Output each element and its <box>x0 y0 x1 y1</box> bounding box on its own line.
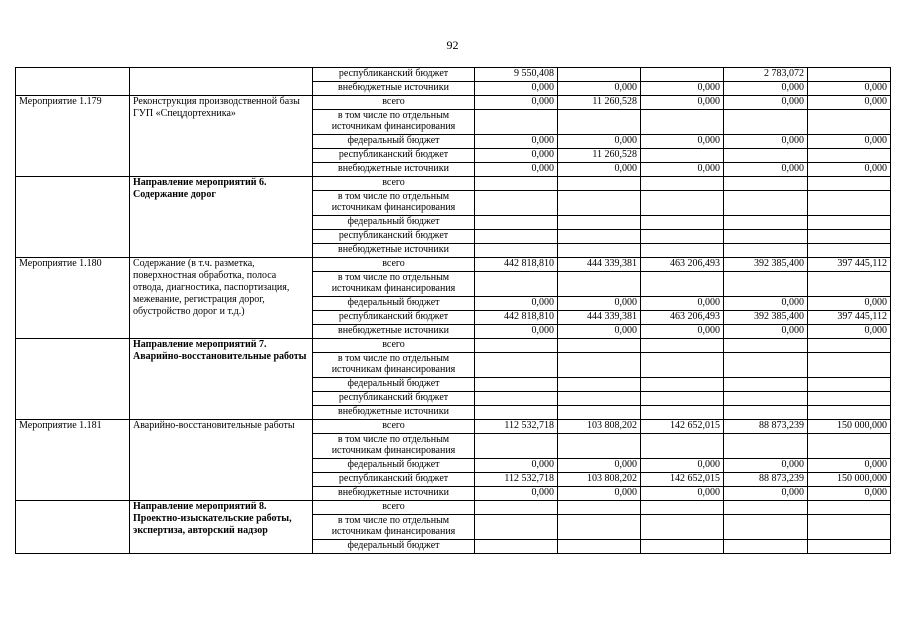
funding-source: федеральный бюджет <box>313 135 475 149</box>
amount-cell <box>808 191 891 216</box>
amount-cell: 0,000 <box>724 325 808 339</box>
amount-cell: 0,000 <box>641 135 724 149</box>
funding-source: федеральный бюджет <box>313 378 475 392</box>
amount-cell <box>808 434 891 459</box>
funding-source: всего <box>313 177 475 191</box>
funding-source: федеральный бюджет <box>313 459 475 473</box>
amount-cell: 0,000 <box>558 135 641 149</box>
activity-name: Реконструкция производственной базы ГУП «Спецдортехника» <box>130 96 313 177</box>
amount-cell <box>475 392 558 406</box>
activity-name: Аварийно-восстановительные работы <box>130 420 313 501</box>
amount-cell <box>475 230 558 244</box>
amount-cell <box>724 110 808 135</box>
amount-cell <box>641 191 724 216</box>
amount-cell: 11 260,528 <box>558 96 641 110</box>
amount-cell: 2 783,072 <box>724 68 808 82</box>
activity-code <box>16 339 130 420</box>
amount-cell: 397 445,112 <box>808 258 891 272</box>
table-row <box>16 420 891 434</box>
amount-cell <box>558 392 641 406</box>
funding-source: республиканский бюджет <box>313 392 475 406</box>
amount-cell <box>641 339 724 353</box>
amount-cell <box>641 149 724 163</box>
activity-code <box>16 501 130 554</box>
activity-code <box>16 68 130 96</box>
amount-cell: 112 532,718 <box>475 420 558 434</box>
amount-cell: 103 808,202 <box>558 473 641 487</box>
amount-cell: 150 000,000 <box>808 473 891 487</box>
amount-cell <box>558 501 641 515</box>
funding-source: внебюджетные источники <box>313 163 475 177</box>
amount-cell <box>808 216 891 230</box>
budget-table <box>15 67 891 554</box>
amount-cell <box>475 272 558 297</box>
amount-cell: 444 339,381 <box>558 311 641 325</box>
amount-cell: 463 206,493 <box>641 311 724 325</box>
amount-cell <box>808 244 891 258</box>
amount-cell <box>724 339 808 353</box>
table-row <box>16 177 891 191</box>
amount-cell <box>641 392 724 406</box>
amount-cell <box>558 272 641 297</box>
amount-cell <box>641 434 724 459</box>
amount-cell: 0,000 <box>724 82 808 96</box>
amount-cell: 444 339,381 <box>558 258 641 272</box>
amount-cell: 392 385,400 <box>724 311 808 325</box>
amount-cell <box>641 272 724 297</box>
amount-cell <box>558 68 641 82</box>
amount-cell <box>558 378 641 392</box>
amount-cell <box>641 68 724 82</box>
amount-cell <box>724 216 808 230</box>
amount-cell <box>475 378 558 392</box>
amount-cell: 103 808,202 <box>558 420 641 434</box>
amount-cell <box>558 191 641 216</box>
amount-cell <box>724 540 808 554</box>
amount-cell <box>475 353 558 378</box>
funding-source: внебюджетные источники <box>313 244 475 258</box>
amount-cell <box>808 515 891 540</box>
table-row <box>16 96 891 110</box>
amount-cell: 0,000 <box>558 82 641 96</box>
funding-source: республиканский бюджет <box>313 149 475 163</box>
funding-source: всего <box>313 96 475 110</box>
amount-cell: 0,000 <box>475 149 558 163</box>
amount-cell <box>558 540 641 554</box>
amount-cell: 463 206,493 <box>641 258 724 272</box>
amount-cell <box>475 501 558 515</box>
amount-cell <box>475 191 558 216</box>
amount-cell <box>808 339 891 353</box>
amount-cell <box>808 68 891 82</box>
amount-cell: 0,000 <box>724 487 808 501</box>
funding-source: внебюджетные источники <box>313 406 475 420</box>
amount-cell: 0,000 <box>475 135 558 149</box>
table-row <box>16 501 891 515</box>
activity-code <box>16 177 130 258</box>
amount-cell: 0,000 <box>808 163 891 177</box>
amount-cell: 0,000 <box>641 297 724 311</box>
amount-cell: 442 818,810 <box>475 311 558 325</box>
amount-cell: 0,000 <box>558 459 641 473</box>
amount-cell: 0,000 <box>641 82 724 96</box>
amount-cell: 442 818,810 <box>475 258 558 272</box>
funding-source: в том числе по отдельным источникам финансирования <box>313 434 475 459</box>
amount-cell <box>808 540 891 554</box>
amount-cell: 0,000 <box>808 297 891 311</box>
amount-cell: 11 260,528 <box>558 149 641 163</box>
direction-title: Направление мероприятий 6. Содержание дорог <box>130 177 313 258</box>
amount-cell <box>475 339 558 353</box>
amount-cell: 0,000 <box>475 82 558 96</box>
activity-code: Мероприятие 1.181 <box>16 420 130 501</box>
amount-cell <box>558 406 641 420</box>
amount-cell: 0,000 <box>641 487 724 501</box>
amount-cell <box>724 378 808 392</box>
table-row <box>16 339 891 353</box>
amount-cell: 142 652,015 <box>641 473 724 487</box>
amount-cell <box>724 191 808 216</box>
amount-cell <box>558 230 641 244</box>
amount-cell: 0,000 <box>641 96 724 110</box>
amount-cell <box>808 149 891 163</box>
amount-cell <box>724 353 808 378</box>
funding-source: республиканский бюджет <box>313 473 475 487</box>
amount-cell <box>475 540 558 554</box>
amount-cell <box>724 434 808 459</box>
amount-cell: 0,000 <box>558 487 641 501</box>
amount-cell <box>724 392 808 406</box>
amount-cell: 0,000 <box>475 325 558 339</box>
activity-code: Мероприятие 1.180 <box>16 258 130 339</box>
funding-source: республиканский бюджет <box>313 68 475 82</box>
amount-cell <box>724 515 808 540</box>
amount-cell <box>475 110 558 135</box>
direction-title: Направление мероприятий 7. Аварийно-восстановительные работы <box>130 339 313 420</box>
amount-cell: 88 873,239 <box>724 473 808 487</box>
amount-cell: 0,000 <box>475 163 558 177</box>
funding-source: республиканский бюджет <box>313 311 475 325</box>
amount-cell <box>724 230 808 244</box>
amount-cell <box>641 244 724 258</box>
funding-source: внебюджетные источники <box>313 82 475 96</box>
amount-cell <box>475 177 558 191</box>
amount-cell <box>558 339 641 353</box>
amount-cell <box>475 406 558 420</box>
amount-cell <box>475 244 558 258</box>
amount-cell <box>641 230 724 244</box>
amount-cell: 0,000 <box>558 163 641 177</box>
amount-cell <box>808 177 891 191</box>
amount-cell <box>558 434 641 459</box>
amount-cell: 0,000 <box>724 297 808 311</box>
amount-cell <box>558 110 641 135</box>
activity-name <box>130 68 313 96</box>
amount-cell: 0,000 <box>475 96 558 110</box>
funding-source: всего <box>313 501 475 515</box>
amount-cell <box>808 501 891 515</box>
amount-cell <box>641 540 724 554</box>
funding-source: в том числе по отдельным источникам финансирования <box>313 110 475 135</box>
amount-cell <box>641 353 724 378</box>
amount-cell <box>808 230 891 244</box>
table-row <box>16 258 891 272</box>
amount-cell: 0,000 <box>724 96 808 110</box>
amount-cell: 0,000 <box>475 487 558 501</box>
amount-cell <box>475 216 558 230</box>
amount-cell: 88 873,239 <box>724 420 808 434</box>
amount-cell <box>808 353 891 378</box>
amount-cell: 0,000 <box>724 459 808 473</box>
amount-cell <box>558 353 641 378</box>
amount-cell <box>558 515 641 540</box>
amount-cell: 397 445,112 <box>808 311 891 325</box>
amount-cell <box>808 272 891 297</box>
amount-cell <box>724 149 808 163</box>
funding-source: федеральный бюджет <box>313 297 475 311</box>
amount-cell <box>724 406 808 420</box>
direction-title: Направление мероприятий 8. Проектно-изыскательские работы, экспертиза, авторский надзор <box>130 501 313 554</box>
amount-cell: 0,000 <box>641 459 724 473</box>
amount-cell <box>808 110 891 135</box>
funding-source: внебюджетные источники <box>313 487 475 501</box>
table-row <box>16 68 891 82</box>
amount-cell <box>808 392 891 406</box>
amount-cell: 0,000 <box>808 487 891 501</box>
amount-cell <box>475 515 558 540</box>
amount-cell: 0,000 <box>724 135 808 149</box>
amount-cell <box>641 406 724 420</box>
funding-source: в том числе по отдельным источникам финансирования <box>313 353 475 378</box>
funding-source: всего <box>313 258 475 272</box>
amount-cell: 392 385,400 <box>724 258 808 272</box>
amount-cell: 0,000 <box>808 459 891 473</box>
page-number: 92 <box>446 38 459 52</box>
funding-source: республиканский бюджет <box>313 230 475 244</box>
funding-source: в том числе по отдельным источникам финансирования <box>313 515 475 540</box>
amount-cell: 0,000 <box>475 297 558 311</box>
funding-source: федеральный бюджет <box>313 216 475 230</box>
amount-cell: 150 000,000 <box>808 420 891 434</box>
funding-source: федеральный бюджет <box>313 540 475 554</box>
amount-cell <box>641 216 724 230</box>
amount-cell: 0,000 <box>808 325 891 339</box>
amount-cell: 0,000 <box>808 96 891 110</box>
funding-source: всего <box>313 420 475 434</box>
amount-cell <box>724 177 808 191</box>
amount-cell: 142 652,015 <box>641 420 724 434</box>
amount-cell <box>475 434 558 459</box>
amount-cell <box>641 501 724 515</box>
amount-cell: 0,000 <box>808 82 891 96</box>
amount-cell <box>808 406 891 420</box>
amount-cell <box>558 244 641 258</box>
amount-cell: 0,000 <box>558 297 641 311</box>
amount-cell <box>558 177 641 191</box>
amount-cell <box>641 378 724 392</box>
amount-cell: 112 532,718 <box>475 473 558 487</box>
amount-cell: 0,000 <box>724 163 808 177</box>
amount-cell: 0,000 <box>641 325 724 339</box>
funding-source: всего <box>313 339 475 353</box>
amount-cell <box>724 501 808 515</box>
activity-name: Содержание (в т.ч. разметка, поверхностная обработка, полоса отвода, диагностика, паспортизация, межевание, регистрация дорог, обустройство дорог и т.д.) <box>130 258 313 339</box>
amount-cell: 0,000 <box>558 325 641 339</box>
amount-cell: 0,000 <box>808 135 891 149</box>
amount-cell <box>558 216 641 230</box>
amount-cell: 9 550,408 <box>475 68 558 82</box>
activity-code: Мероприятие 1.179 <box>16 96 130 177</box>
funding-source: внебюджетные источники <box>313 325 475 339</box>
amount-cell: 0,000 <box>641 163 724 177</box>
amount-cell: 0,000 <box>475 459 558 473</box>
funding-source: в том числе по отдельным источникам финансирования <box>313 272 475 297</box>
amount-cell <box>641 110 724 135</box>
amount-cell <box>724 272 808 297</box>
amount-cell <box>641 177 724 191</box>
amount-cell <box>724 244 808 258</box>
amount-cell <box>808 378 891 392</box>
amount-cell <box>641 515 724 540</box>
funding-source: в том числе по отдельным источникам финансирования <box>313 191 475 216</box>
